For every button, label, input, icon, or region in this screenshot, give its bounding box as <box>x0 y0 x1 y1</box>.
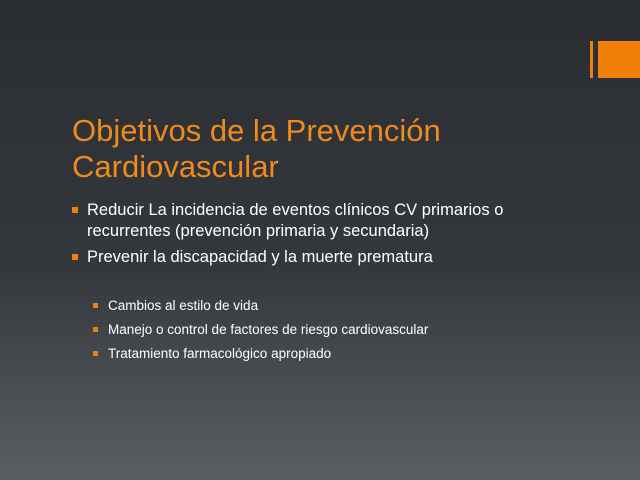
slide-title <box>72 113 572 185</box>
bullet-text-line: recurrentes (prevención primaria y secundaria) <box>87 222 430 240</box>
slide-title-line: Objetivos de la Prevención <box>72 113 441 148</box>
square-bullet-icon <box>93 303 98 308</box>
slide-title-line: Cardiovascular <box>72 149 279 184</box>
slide-body <box>72 200 552 369</box>
sub-bullet-item <box>93 345 552 363</box>
square-bullet-icon <box>93 327 98 332</box>
bullet-item <box>72 247 552 268</box>
sub-bullet-text: Tratamiento farmacológico apropiado <box>108 346 332 361</box>
bullet-text-line: Reducir La incidencia de eventos clínicos CV primarios o <box>87 201 504 219</box>
bullet-text-line: Prevenir la discapacidad y la muerte prematura <box>87 248 433 266</box>
accent-bar-thick <box>598 41 640 78</box>
accent-bar-thin <box>590 41 593 78</box>
sub-bullet-text: Cambios al estilo de vida <box>108 298 259 313</box>
bullet-item <box>72 200 552 242</box>
square-bullet-icon <box>72 254 78 260</box>
spacer <box>72 273 552 297</box>
sub-bullet-item <box>93 297 552 315</box>
square-bullet-icon <box>72 207 78 213</box>
square-bullet-icon <box>93 351 98 356</box>
sub-bullet-text: Manejo o control de factores de riesgo cardiovascular <box>108 322 429 337</box>
sub-bullet-item <box>93 321 552 339</box>
